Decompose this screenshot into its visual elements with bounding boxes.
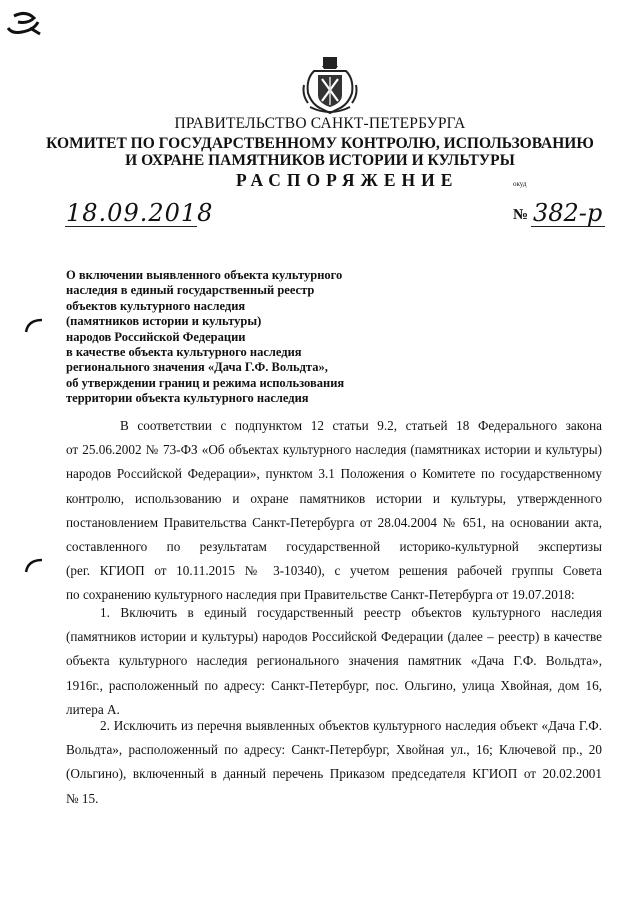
subject-line: (памятников истории и культуры) xyxy=(66,314,262,329)
corner-mark-icon xyxy=(4,8,44,42)
paragraph-line: от 25.06.2002 № 73-ФЗ «Об объектах культурного наследия (памятниках истории и культуры) xyxy=(66,442,602,458)
paragraph-line: (Ольгино), включенный в данный перечень Приказом председателя КГИОП от 20.02.2001 xyxy=(66,766,602,782)
paragraph-line: 1. Включить в единый государственный реестр объектов культурного наследия xyxy=(100,605,602,620)
paragraph-line: 2. Исключить из перечня выявленных объектов культурного наследия объект «Дача Г.Ф. xyxy=(100,718,602,733)
intro-paragraph xyxy=(66,414,602,608)
paragraph-line: № 15. xyxy=(66,790,99,806)
item-1-paragraph xyxy=(66,601,602,722)
paragraph-line: Вольдта», расположенный по адресу: Санкт-Петербург, Хвойная ул., 16; Ключевой пр., 20 xyxy=(66,742,602,758)
committee-name xyxy=(0,135,640,169)
paragraph-line: литера А. xyxy=(66,701,120,717)
margin-mark-icon xyxy=(22,316,44,334)
coat-of-arms-icon xyxy=(300,55,360,117)
subject-line: О включении выявленного объекта культурного xyxy=(66,268,343,282)
document-date: 18.09.2018 xyxy=(66,199,214,227)
subject-line: народов Российской Федерации xyxy=(66,329,246,344)
government-name: ПРАВИТЕЛЬСТВО САНКТ-ПЕТЕРБУРГА xyxy=(174,115,466,132)
item-2-paragraph xyxy=(66,714,602,811)
paragraph-line: контролю, использованию и охране памятников истории и культуры, утвержденного xyxy=(66,490,602,506)
committee-line-1: КОМИТЕТ ПО ГОСУДАРСТВЕННОМУ КОНТРОЛЮ, ИСПОЛЬЗОВАНИЮ xyxy=(46,135,594,152)
document-type-title: РАСПОРЯЖЕНИЕ xyxy=(236,170,459,190)
margin-mark-icon xyxy=(22,556,44,574)
subject-line: об утверждении границ и режима использования xyxy=(66,375,345,390)
date-underline xyxy=(65,226,197,227)
paragraph-line: объекта культурного наследия регионального значения памятник «Дача Г.Ф. Вольдта», xyxy=(66,653,602,669)
paragraph-line: постановлением Правительства Санкт-Петербурга от 28.04.2004 № 651, на основании акта, xyxy=(66,514,602,530)
document-number: 382-р xyxy=(533,199,603,227)
subject-line: территории объекта культурного наследия xyxy=(66,391,309,406)
subject-line: объектов культурного наследия xyxy=(66,298,246,313)
subject-line: регионального значения «Дача Г.Ф. Вольдта», xyxy=(66,360,328,375)
committee-line-2: И ОХРАНЕ ПАМЯТНИКОВ ИСТОРИИ И КУЛЬТУРЫ xyxy=(125,152,515,169)
number-sign: № xyxy=(513,207,529,223)
subject-line: наследия в единый государственный реестр xyxy=(66,283,315,298)
number-underline xyxy=(531,226,605,227)
subject-line: в качестве объекта культурного наследия xyxy=(66,345,302,360)
paragraph-line: (памятников истории и культуры) народов Российской Федерации (далее – реестр) в качестве xyxy=(66,629,602,645)
paragraph-line: народов Российской Федерации», пунктом 3.1 Положения о Комитете по государственному xyxy=(66,466,602,482)
paragraph-line: по сохранению культурного наследия при Правительстве Санкт-Петербурга от 19.07.2018: xyxy=(66,587,575,603)
okud-label: окуд xyxy=(513,180,527,188)
document-subject xyxy=(66,268,344,407)
paragraph-line: составленного по результатам государственной историко-культурной экспертизы xyxy=(66,539,602,555)
paragraph-line: В соответствии с подпунктом 12 статьи 9.2, статьей 18 Федерального закона xyxy=(120,418,602,433)
paragraph-line: 1916г., расположенный по адресу: Санкт-Петербург, пос. Ольгино, улица Хвойная, дом 16, xyxy=(66,677,602,693)
paragraph-line: (рег. КГИОП от 10.11.2015 № 3-10340), с учетом решения рабочей группы Совета xyxy=(66,563,602,579)
